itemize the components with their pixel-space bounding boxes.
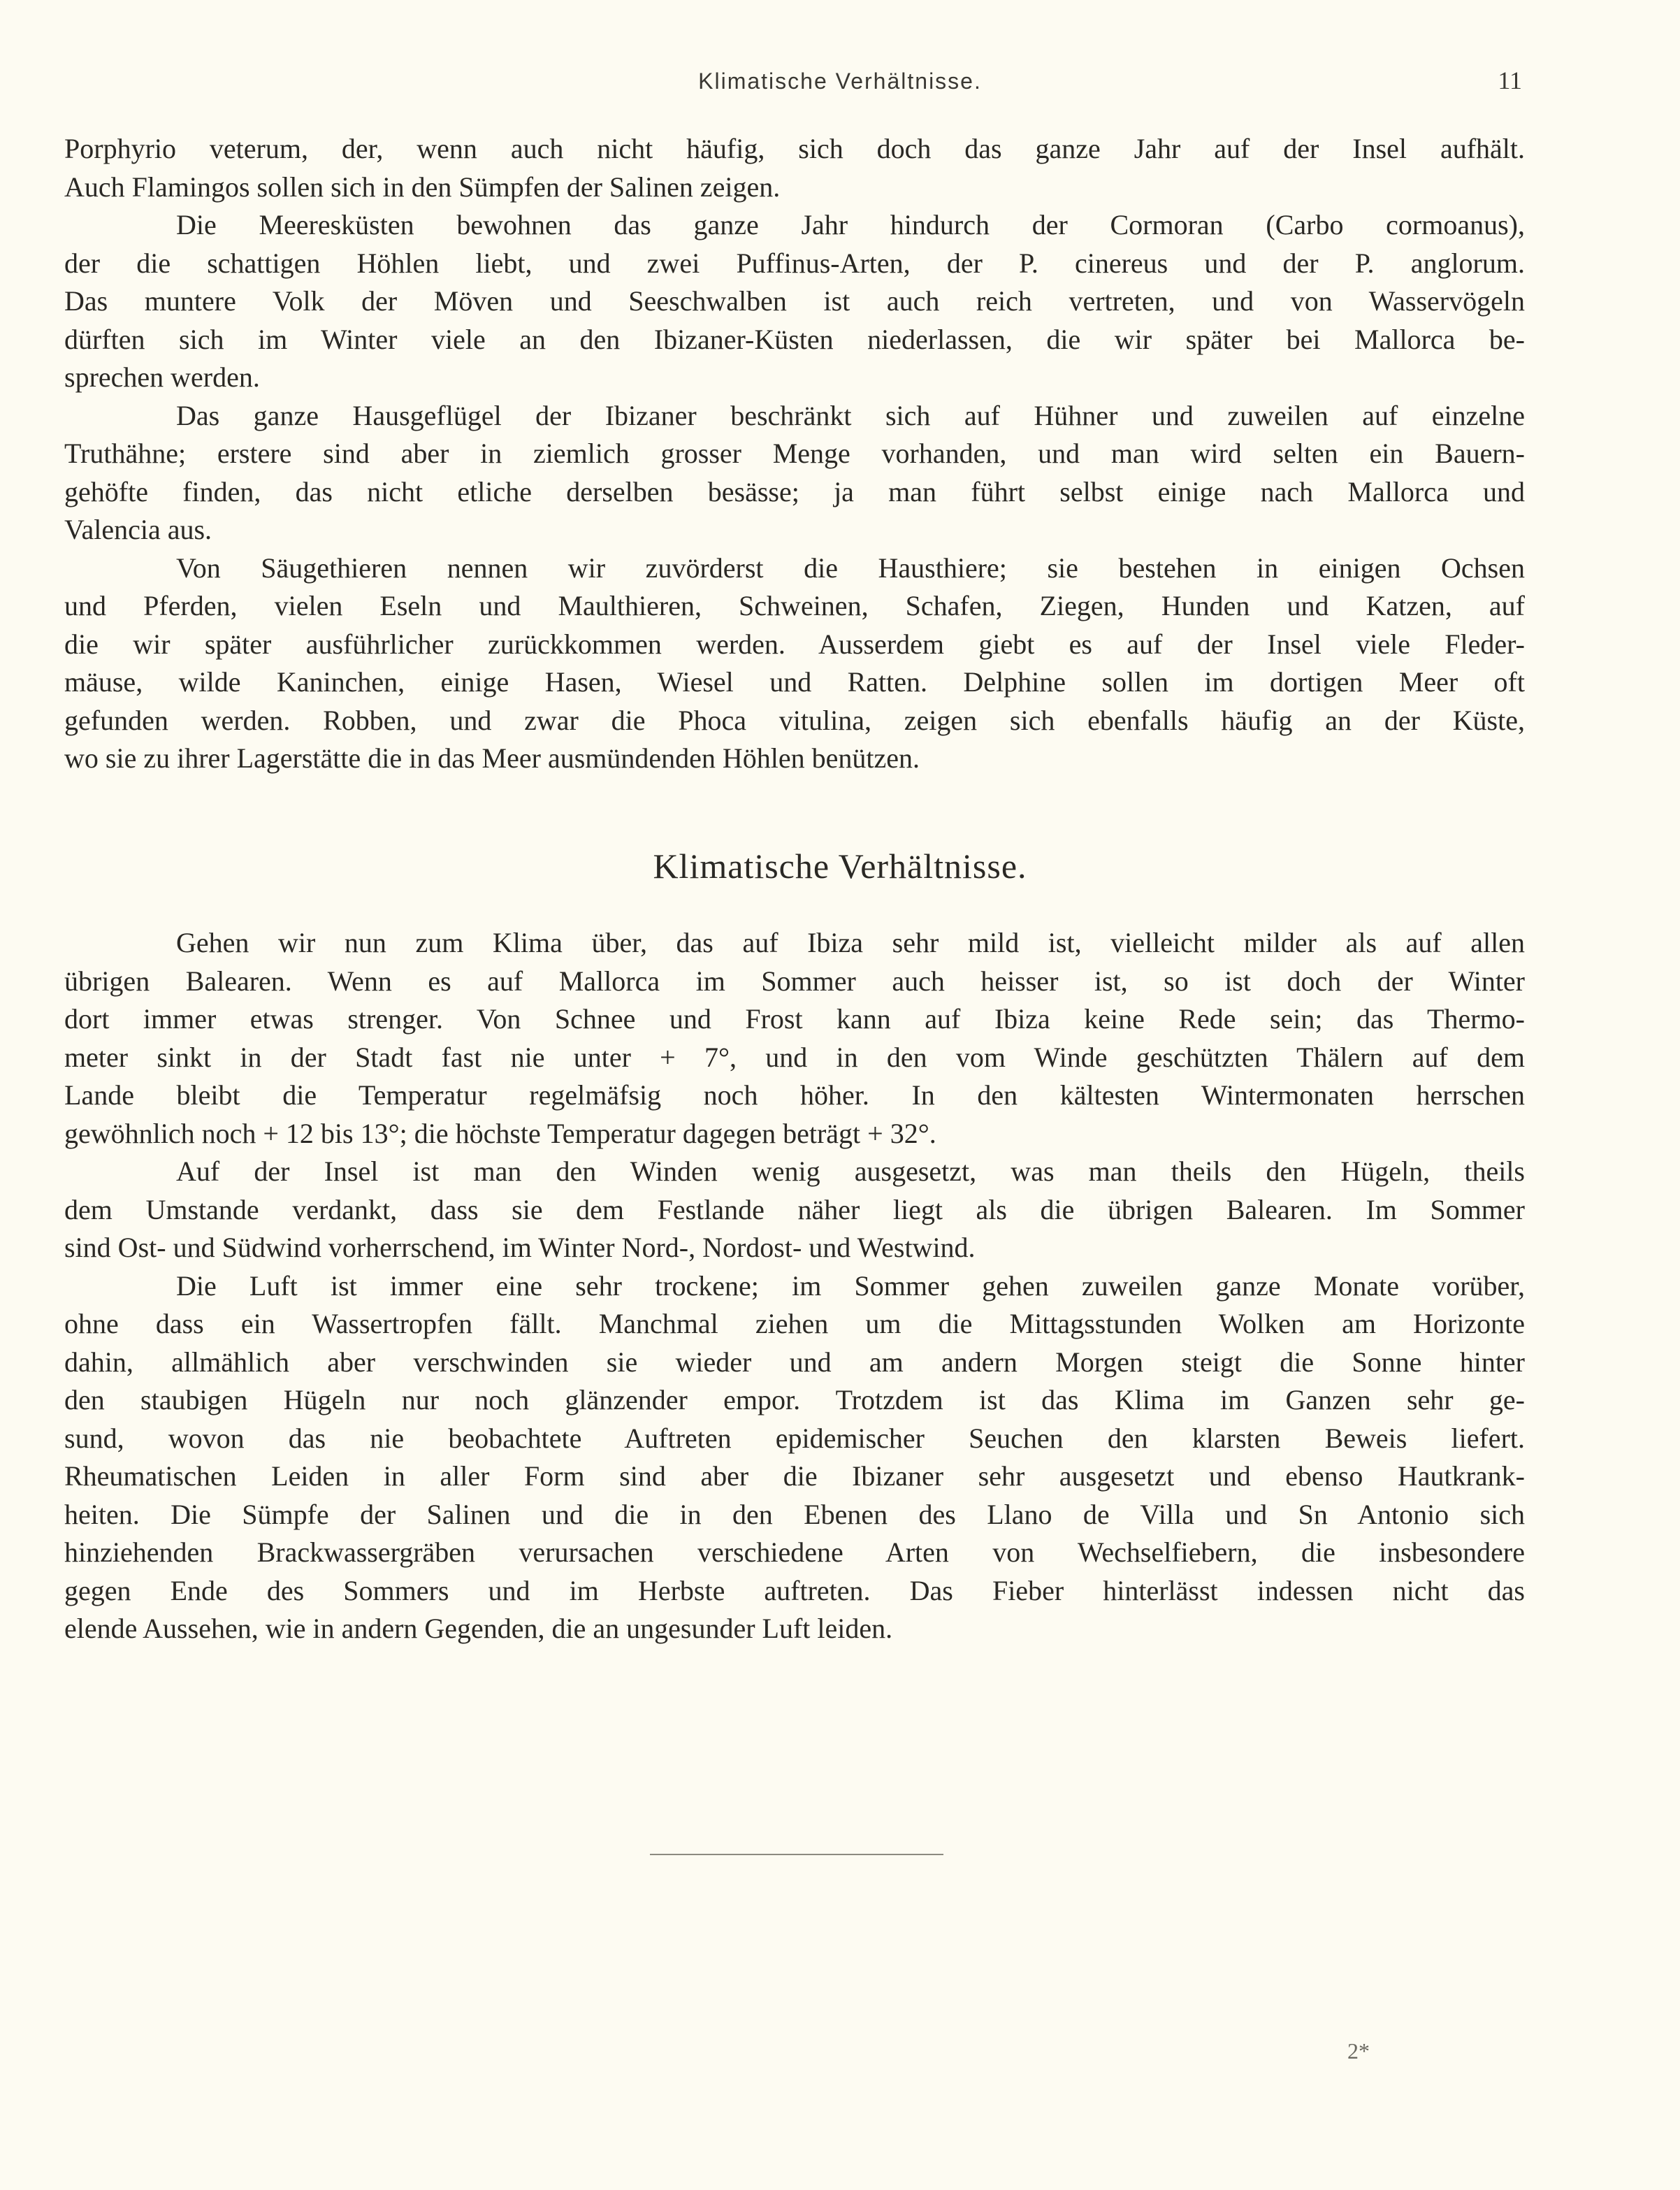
text-line: gefunden werden. Robben, und zwar die Phoca vitulina, zeigen sich ebenfalls häufig an der Küste, (64, 704, 1525, 736)
text-line: dort immer etwas strenger. Von Schnee und Frost kann auf Ibiza keine Rede sein; das Thermo- (64, 1003, 1525, 1035)
text-line: und Pferden, vielen Eseln und Maulthieren, Schweinen, Schafen, Ziegen, Hunden und Katzen, auf (64, 590, 1525, 621)
text-line: die wir später ausführlicher zurückkommen werden. Ausserdem giebt es auf der Insel viele Fleder- (64, 628, 1525, 660)
text-line: Rheumatischen Leiden in aller Form sind aber die Ibizaner sehr ausgesetzt und ebenso Hautkrank- (64, 1460, 1525, 1492)
paragraph (64, 924, 1525, 1153)
signature-mark: 2* (1347, 2038, 1370, 2063)
section-heading: Klimatische Verhältnisse. (653, 847, 1027, 886)
text-line: mäuse, wilde Kaninchen, einige Hasen, Wiesel und Ratten. Delphine sollen im dortigen Meer oft (64, 666, 1525, 698)
text-line: gegen Ende des Sommers und im Herbste auftreten. Das Fieber hinterlässt indessen nicht das (64, 1574, 1525, 1606)
paragraph (64, 549, 1525, 778)
paragraph (64, 1153, 1525, 1267)
text-line: gewöhnlich noch + 12 bis 13°; die höchste Temperatur dagegen beträgt + 32°. (64, 1117, 936, 1149)
paragraph (64, 130, 1525, 206)
text-line: Das ganze Hausgeflügel der Ibizaner beschränkt sich auf Hühner und zuweilen auf einzelne (176, 399, 1525, 431)
text-line: den staubigen Hügeln nur noch glänzender empor. Trotzdem ist das Klima im Ganzen sehr ge- (64, 1384, 1525, 1415)
text-line: sprechen werden. (64, 361, 260, 393)
text-line: Valencia aus. (64, 514, 212, 545)
text-line: Truthähne; erstere sind aber in ziemlich grosser Menge vorhanden, und man wird selten ein Bauern- (64, 438, 1525, 469)
text-line: meter sinkt in der Stadt fast nie unter + 7°, und in den vom Winde geschützten Thälern auf dem (64, 1041, 1525, 1073)
text-line: heiten. Die Sümpfe der Salinen und die in den Ebenen des Llano de Villa und Sn Antonio sich (64, 1498, 1525, 1530)
header-title: Klimatische Verhältnisse. (698, 69, 982, 94)
text-line: Porphyrio veterum, der, wenn auch nicht häufig, sich doch das ganze Jahr auf der Insel aufhält. (64, 133, 1525, 164)
text-line: gehöfte finden, das nicht etliche derselben besässe; ja man führt selbst einige nach Mallorca und (64, 475, 1525, 507)
running-header (0, 66, 1680, 96)
text-line: der die schattigen Höhlen liebt, und zwei Puffinus-Arten, der P. cinereus und der P. anglorum. (64, 247, 1525, 279)
text-block-fauna (64, 130, 1525, 778)
text-line: dürften sich im Winter viele an den Ibizaner-Küsten niederlassen, die wir später bei Mallorca be- (64, 323, 1525, 355)
text-line: Auf der Insel ist man den Winden wenig ausgesetzt, was man theils den Hügeln, theils (176, 1155, 1525, 1187)
paragraph (64, 397, 1525, 549)
text-line: wo sie zu ihrer Lagerstätte die in das Meer ausmündenden Höhlen benützen. (64, 742, 920, 774)
text-line: Die Meeresküsten bewohnen das ganze Jahr hindurch der Cormoran (Carbo cormoanus), (176, 209, 1525, 240)
paragraph (64, 206, 1525, 397)
text-line: Gehen wir nun zum Klima über, das auf Ibiza sehr mild ist, vielleicht milder als auf allen (176, 927, 1525, 958)
text-line: Die Luft ist immer eine sehr trockene; im Sommer gehen zuweilen ganze Monate vorüber, (176, 1269, 1525, 1302)
text-line: dahin, allmählich aber verschwinden sie wieder und am andern Morgen steigt die Sonne hinter (64, 1346, 1525, 1378)
text-line: Von Säugethieren nennen wir zuvörderst die Hausthiere; sie bestehen in einigen Ochsen (176, 552, 1525, 584)
text-line: Lande bleibt die Temperatur regelmäfsig noch höher. In den kältesten Wintermonaten herrschen (64, 1079, 1525, 1111)
text-line: dem Umstande verdankt, dass sie dem Festlande näher liegt als die übrigen Balearen. Im Sommer (64, 1193, 1525, 1225)
text-line: sund, wovon das nie beobachtete Auftreten epidemischer Seuchen den klarsten Beweis liefert. (64, 1422, 1525, 1454)
paragraph (64, 1267, 1525, 1648)
text-line: hinziehenden Brackwassergräben verursachen verschiedene Arten von Wechselfiebern, die insbesondere (64, 1536, 1525, 1568)
text-line: sind Ost- und Südwind vorherrschend, im Winter Nord-, Nordost- und Westwind. (64, 1232, 976, 1263)
text-line: ohne dass ein Wassertropfen fällt. Manchmal ziehen um die Mittagsstunden Wolken am Horizonte (64, 1308, 1525, 1339)
text-block-climate (64, 924, 1525, 1648)
text-line: Auch Flamingos sollen sich in den Sümpfen der Salinen zeigen. (64, 171, 781, 203)
page-number: 11 (1498, 66, 1522, 94)
text-line: übrigen Balearen. Wenn es auf Mallorca im Sommer auch heisser ist, so ist doch der Winter (64, 965, 1525, 997)
text-line: Das muntere Volk der Möven und Seeschwalben ist auch reich vertreten, und von Wasservögeln (64, 285, 1525, 317)
section-divider (650, 1854, 943, 1855)
text-line: elende Aussehen, wie in andern Gegenden, die an ungesunder Luft leiden. (64, 1613, 893, 1644)
